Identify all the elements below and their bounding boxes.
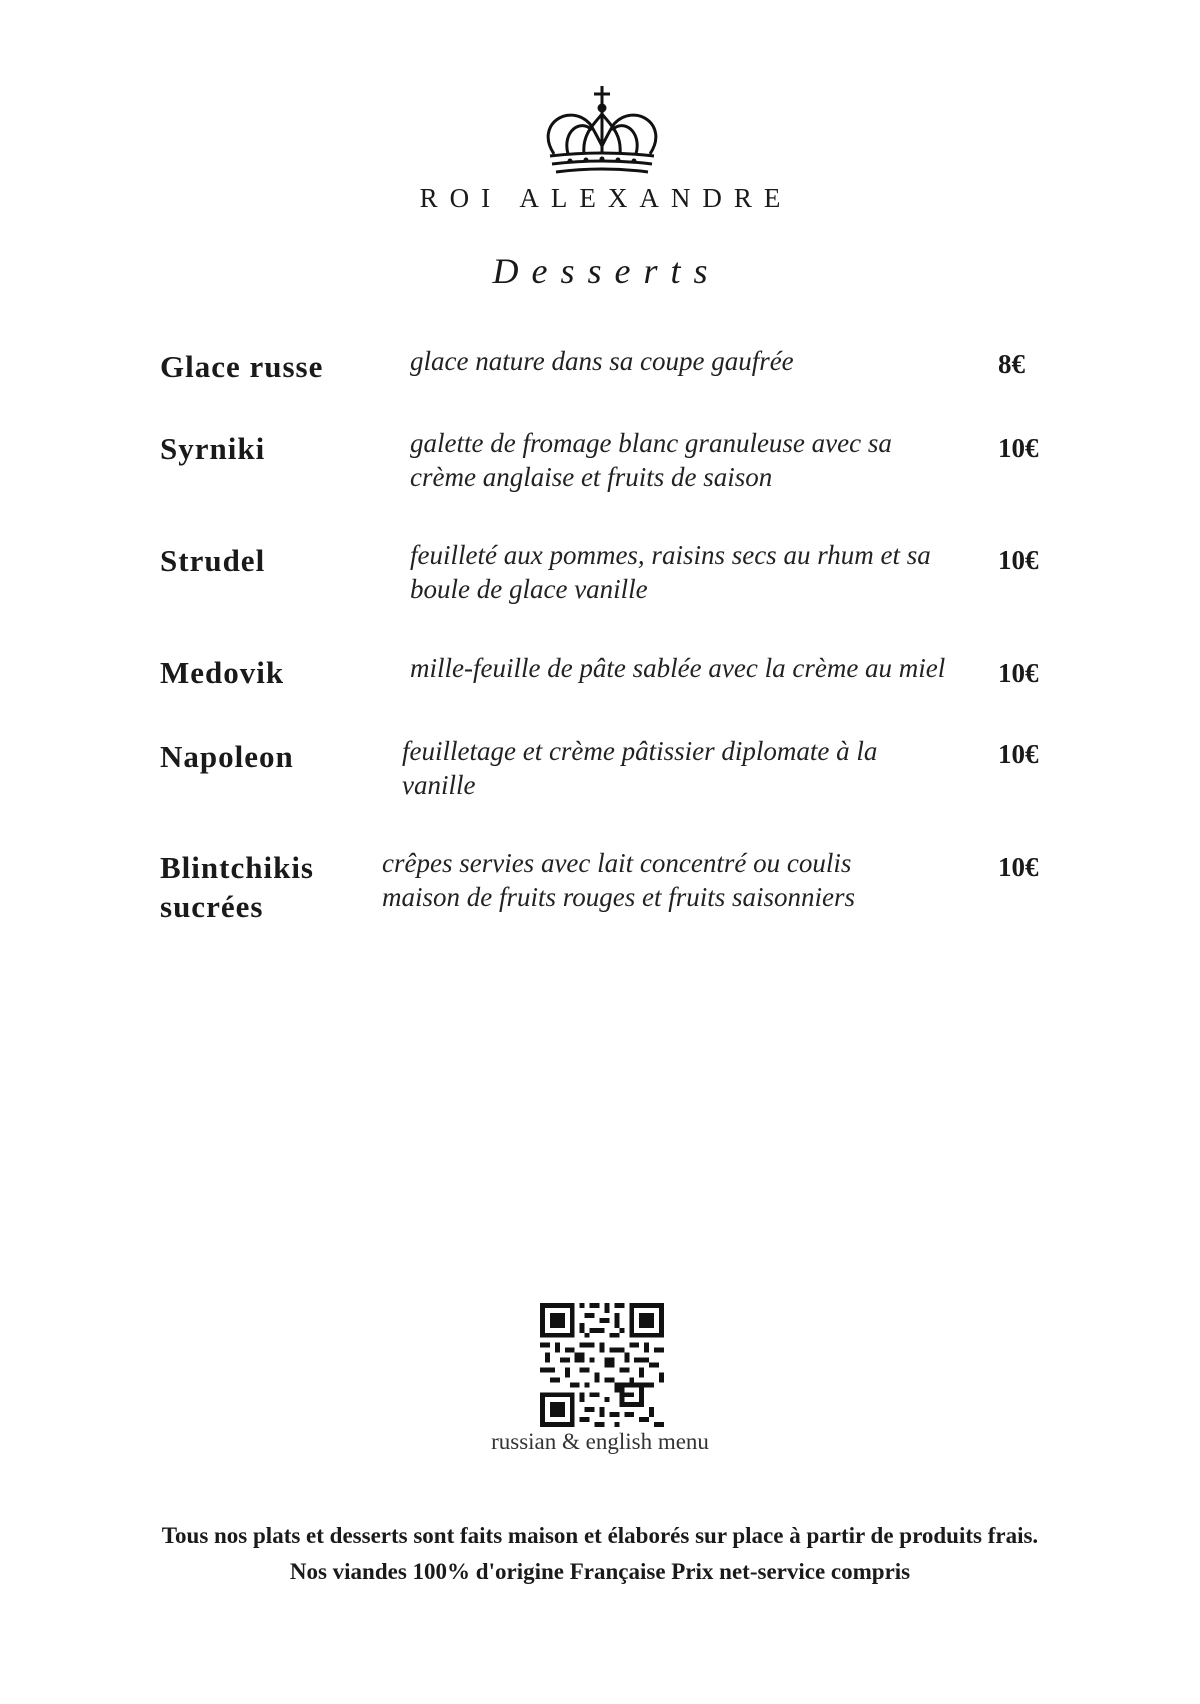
- item-price: 10€: [998, 852, 1039, 882]
- footer-note: Tous nos plats et desserts sont faits maison et élaborés sur place à partir de produits frais. Nos viandes 100% d'origine Française Prix net-service compris: [161, 1523, 1039, 1584]
- item-price: 10€: [998, 739, 1039, 769]
- item-description: feuilletage et crème pâtissier diplomate à la vanille: [402, 736, 878, 800]
- item-name: Medovik: [160, 655, 285, 690]
- qr-code-icon: [540, 1303, 664, 1427]
- item-name: Syrniki: [160, 431, 266, 466]
- qr-caption: russian & english menu: [491, 1429, 709, 1454]
- item-name: Napoleon: [160, 739, 294, 774]
- item-description: mille-feuille de pâte sablée avec la crème au miel: [410, 653, 946, 683]
- item-name: Strudel: [160, 543, 266, 578]
- item-price: 10€: [998, 433, 1039, 463]
- item-price: 8€: [998, 349, 1025, 379]
- item-description: galette de fromage blanc granuleuse avec sa crème anglaise et fruits de saison: [410, 428, 892, 492]
- item-description: crêpes servies avec lait concentré ou coulis maison de fruits rouges et fruits saisonniers: [382, 848, 856, 912]
- item-price: 10€: [998, 658, 1039, 688]
- crown-icon: [540, 84, 664, 176]
- item-name: Blintchikis sucrées: [160, 850, 314, 924]
- section-title: Desserts: [492, 251, 721, 291]
- item-name: Glace russe: [160, 349, 324, 384]
- brand-name: ROI ALEXANDRE: [419, 183, 793, 213]
- item-price: 10€: [998, 545, 1039, 575]
- item-description: feuilleté aux pommes, raisins secs au rhum et sa boule de glace vanille: [410, 540, 931, 604]
- item-description: glace nature dans sa coupe gaufrée: [410, 346, 794, 376]
